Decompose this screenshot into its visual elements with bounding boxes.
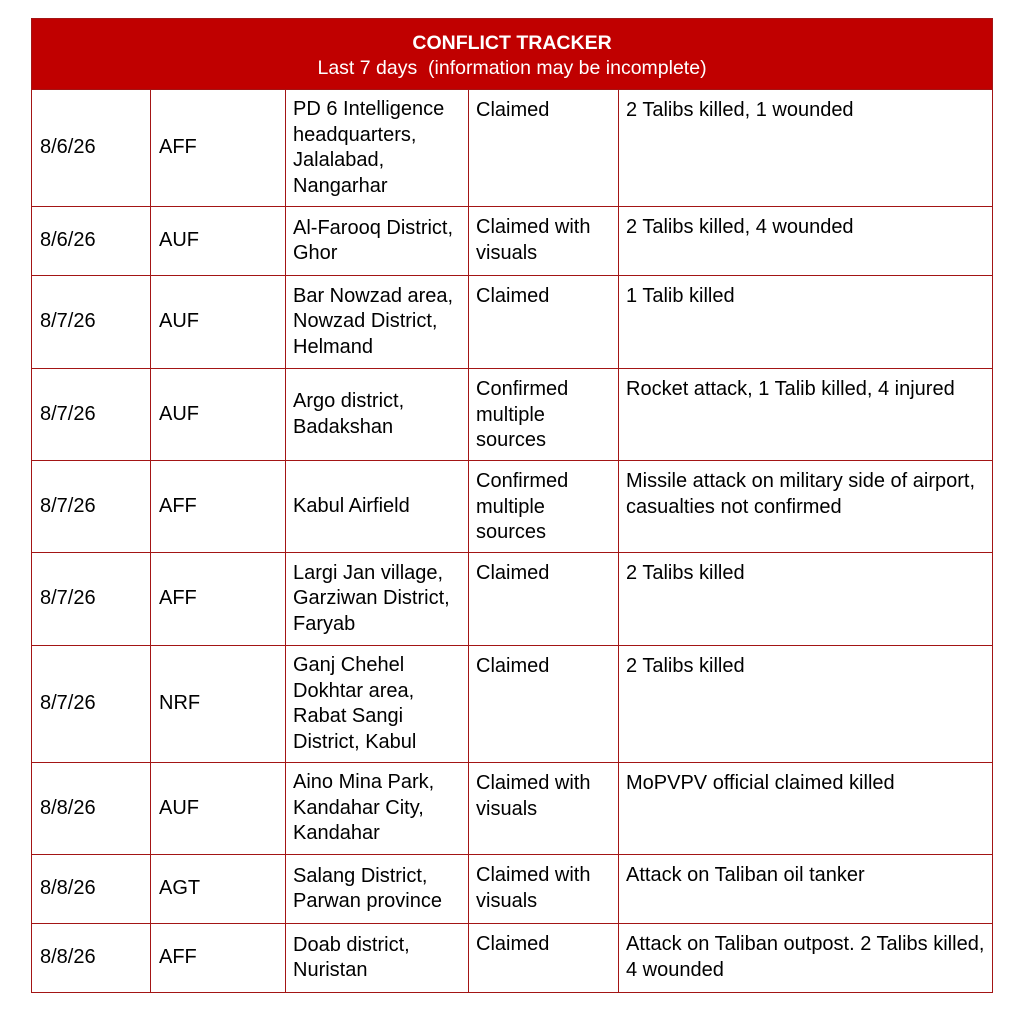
table-subtitle: Last 7 days (information may be incomplete) bbox=[317, 56, 707, 79]
date-cell: 8/7/26 bbox=[32, 461, 151, 553]
status-cell: Claimed bbox=[469, 924, 619, 993]
table-title: CONFLICT TRACKER bbox=[412, 31, 612, 54]
location-cell: Bar Nowzad area, Nowzad District, Helmand bbox=[286, 276, 469, 369]
status-cell: Confirmed multiple sources bbox=[469, 369, 619, 461]
status-cell: Claimed bbox=[469, 646, 619, 763]
table-body bbox=[32, 90, 993, 993]
group-cell: NRF bbox=[151, 646, 286, 763]
status-cell: Claimed bbox=[469, 276, 619, 369]
location-cell: Argo district, Badakshan bbox=[286, 369, 469, 461]
status-cell: Claimed bbox=[469, 90, 619, 207]
status-cell: Claimed with visuals bbox=[469, 855, 619, 924]
table-row bbox=[32, 461, 993, 553]
location-cell: Doab district, Nuristan bbox=[286, 924, 469, 993]
details-cell: 2 Talibs killed bbox=[619, 553, 993, 646]
status-cell: Confirmed multiple sources bbox=[469, 461, 619, 553]
table-row bbox=[32, 924, 993, 993]
location-cell: Kabul Airfield bbox=[286, 461, 469, 553]
date-cell: 8/6/26 bbox=[32, 90, 151, 207]
details-cell: 2 Talibs killed bbox=[619, 646, 993, 763]
location-cell: Ganj Chehel Dokhtar area, Rabat Sangi District, Kabul bbox=[286, 646, 469, 763]
date-cell: 8/8/26 bbox=[32, 763, 151, 855]
table-row bbox=[32, 855, 993, 924]
details-cell: 1 Talib killed bbox=[619, 276, 993, 369]
date-cell: 8/8/26 bbox=[32, 855, 151, 924]
table-row bbox=[32, 369, 993, 461]
status-cell: Claimed bbox=[469, 553, 619, 646]
details-cell: Rocket attack, 1 Talib killed, 4 injured bbox=[619, 369, 993, 461]
date-cell: 8/7/26 bbox=[32, 553, 151, 646]
date-cell: 8/8/26 bbox=[32, 924, 151, 993]
details-cell: Attack on Taliban outpost. 2 Talibs killed, 4 wounded bbox=[619, 924, 993, 993]
date-cell: 8/6/26 bbox=[32, 207, 151, 276]
group-cell: AUF bbox=[151, 763, 286, 855]
conflict-tracker-table bbox=[31, 18, 993, 993]
group-cell: AFF bbox=[151, 461, 286, 553]
details-cell: Missile attack on military side of airport, casualties not confirmed bbox=[619, 461, 993, 553]
table-row bbox=[32, 90, 993, 207]
table-row bbox=[32, 646, 993, 763]
date-cell: 8/7/26 bbox=[32, 369, 151, 461]
status-cell: Claimed with visuals bbox=[469, 763, 619, 855]
table-row bbox=[32, 207, 993, 276]
location-cell: Salang District, Parwan province bbox=[286, 855, 469, 924]
details-cell: MoPVPV official claimed killed bbox=[619, 763, 993, 855]
date-cell: 8/7/26 bbox=[32, 646, 151, 763]
group-cell: AUF bbox=[151, 276, 286, 369]
date-cell: 8/7/26 bbox=[32, 276, 151, 369]
group-cell: AUF bbox=[151, 369, 286, 461]
table-header-row bbox=[32, 19, 993, 90]
location-cell: PD 6 Intelligence headquarters, Jalalabad, Nangarhar bbox=[286, 90, 469, 207]
location-cell: Largi Jan village, Garziwan District, Faryab bbox=[286, 553, 469, 646]
table-row bbox=[32, 553, 993, 646]
group-cell: AUF bbox=[151, 207, 286, 276]
group-cell: AGT bbox=[151, 855, 286, 924]
table-row bbox=[32, 763, 993, 855]
group-cell: AFF bbox=[151, 90, 286, 207]
table-header bbox=[32, 19, 993, 90]
location-cell: Aino Mina Park, Kandahar City, Kandahar bbox=[286, 763, 469, 855]
status-cell: Claimed with visuals bbox=[469, 207, 619, 276]
details-cell: 2 Talibs killed, 4 wounded bbox=[619, 207, 993, 276]
group-cell: AFF bbox=[151, 924, 286, 993]
table-row bbox=[32, 276, 993, 369]
location-cell: Al-Farooq District, Ghor bbox=[286, 207, 469, 276]
details-cell: 2 Talibs killed, 1 wounded bbox=[619, 90, 993, 207]
details-cell: Attack on Taliban oil tanker bbox=[619, 855, 993, 924]
group-cell: AFF bbox=[151, 553, 286, 646]
